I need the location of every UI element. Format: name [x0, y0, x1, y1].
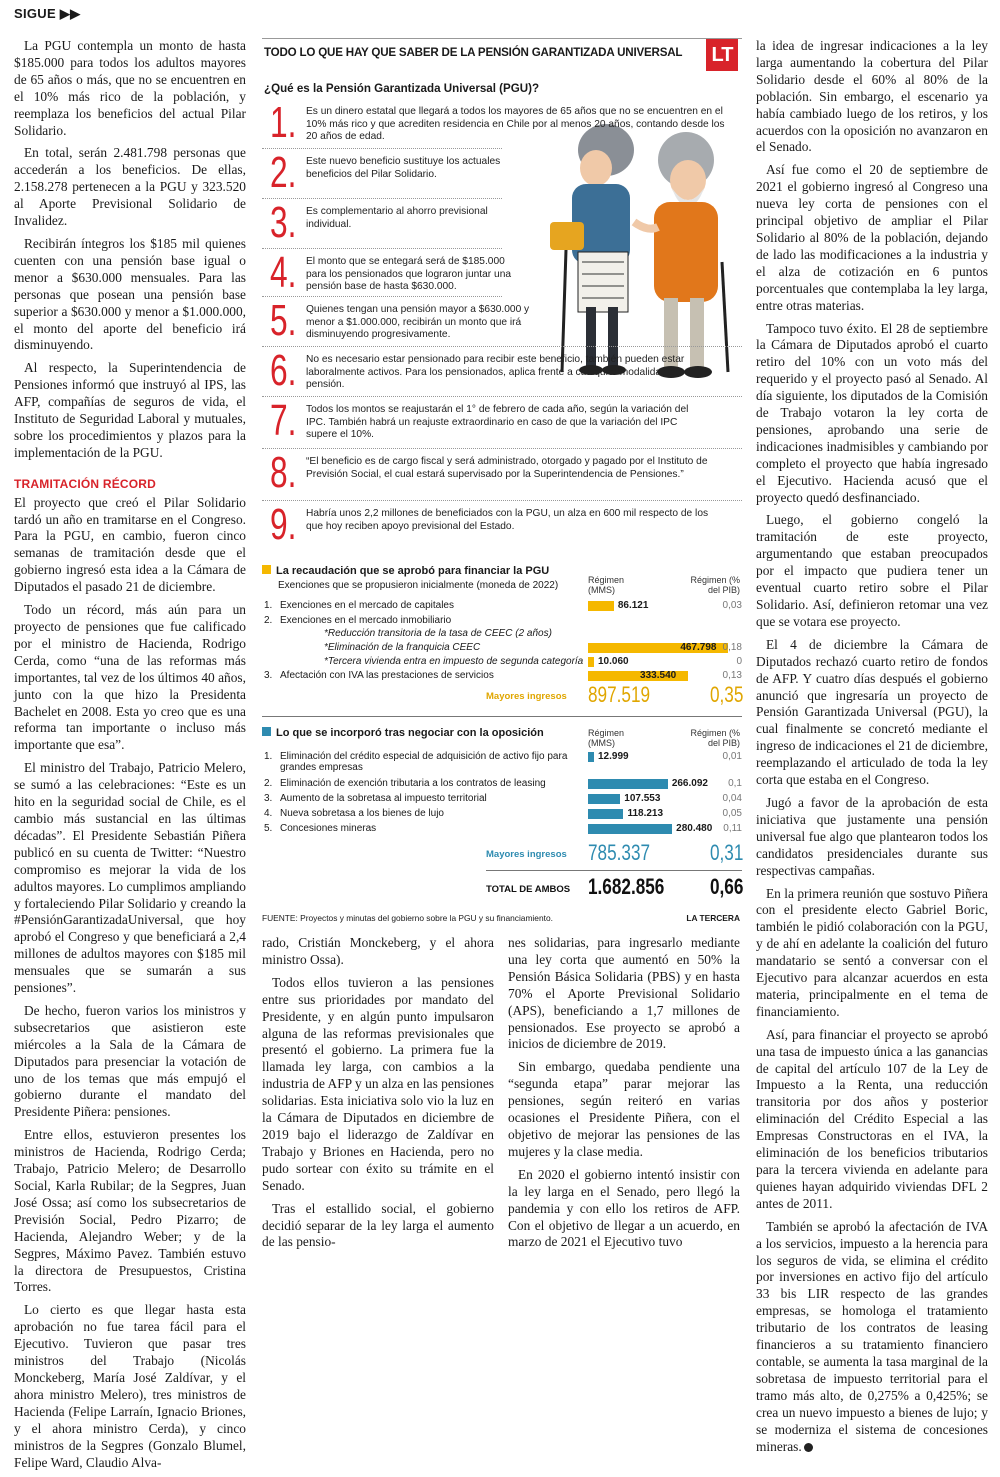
table2-title	[262, 727, 544, 739]
bar-value-label: 107.553	[624, 793, 661, 804]
row-number: 2.	[264, 778, 273, 789]
table-row	[262, 751, 742, 773]
paragraph: Luego, el gobierno congeló la tramitación de este proyecto, argumentando que estaban preocupados por el impacto que pudiera tener un eventual cuarto retiro sobre el Pilar Solidario. Así, definieron retomar una vez que se votara ese proyecto.	[756, 512, 988, 629]
dotted-separator	[262, 346, 742, 347]
source-note: FUENTE: Proyectos y minutas del gobierno sobre la PGU y su financiamiento.	[262, 913, 553, 923]
dotted-separator	[262, 500, 742, 501]
fact-number: 1.	[270, 98, 297, 147]
row-number: 2.	[264, 615, 273, 626]
row-label: Nueva sobretasa a los bienes de lujo	[280, 808, 444, 819]
row-number: 3.	[264, 793, 273, 804]
paragraph: En 2020 el gobierno intentó insistir con la ley larga en el Senado, pero llegó la pandemia y con ello los retiros de AFP. Con el objetivo de llegar a un acuerdo, en marzo de 2021 el Ejecutivo tuvo	[508, 1166, 740, 1250]
row-label: *Tercera vivienda entra en impuesto de segunda categoría	[324, 656, 584, 667]
table1-col-pib: Régimen (% del PIB)	[690, 575, 740, 595]
fact-text: Este nuevo beneficio sustituye los actuales beneficios del Pilar Solidario.	[306, 156, 501, 180]
fact-number: 9.	[270, 500, 297, 549]
grand-total-value: 1.682.856	[588, 874, 665, 899]
row-pib-value: 0,01	[722, 751, 742, 762]
row-pib-value: 0,05	[722, 808, 742, 819]
table1-col-mms: Régimen (MMS)	[588, 575, 625, 595]
table-row	[262, 615, 742, 628]
article-column-1	[14, 38, 246, 1477]
paragraph: Tampoco tuvo éxito. El 28 de septiembre la Cámara de Diputados aprobó el cuarto retiro del 10% con un voto más del requerido y el proyecto pasó al Senado. Al día siguiente, los diputados de la Comisión de Trabajo votaron la ley corta de pensiones, aprobando una serie de indicaciones inadmisibles y cambiando por completo el proyecto que había ingresado el Ejecutivo. Hacienda acusó que el proyecto quedó desfinanciado.	[756, 320, 988, 505]
grand-total-label: TOTAL DE AMBOS	[486, 884, 571, 895]
paragraph: Lo cierto es que llegar hasta esta aprobación no fue tarea fácil para el Ejecutivo. Tuvieron que pasar tres ministros del Trabajo (Nicolás Monckeberg, María José Zaldívar, y el ahora ministro Melero), tres ministros de Hacienda (Felipe Larraín, Ignacio Briones, y el ahora ministro Cerda), y cinco ministros de la Segpres (Gonzalo Blumel, Felipe Ward, Claudio Alva-	[14, 1302, 246, 1470]
value-bar	[588, 779, 668, 789]
bar-value-label: 86.121	[617, 600, 649, 611]
row-label: *Reducción transitoria de la tasa de CEEC (2 años)	[324, 628, 552, 639]
paragraph: nes solidarias, para ingresarlo mediante una ley corta que aumentó en 50% la Pensión Básica Solidaria (PBS) y en hasta 70% el Aporte Previsional Solidario (APS), beneficiando a 1,7 millones de pensionados. Ese proyecto se aprobó a inicios de diciembre de 2019.	[508, 935, 740, 1052]
paragraph: Tras el estallido social, el gobierno decidió separar de la ley larga el aumento de las pensio-	[262, 1200, 494, 1250]
row-number: 4.	[264, 808, 273, 819]
bar-value-label: 333.540	[640, 670, 677, 681]
table2-col-pib: Régimen (% del PIB)	[690, 728, 740, 748]
table2-color-swatch	[262, 727, 271, 736]
paragraph: En total, serán 2.481.798 personas que accederán a los beneficios. De ellas, 2.158.278 pertenecen a la PGU y 323.520 al Aporte Previsional Solidario de Invalidez.	[14, 145, 246, 229]
table-row	[262, 600, 742, 613]
row-pib-value: 0,11	[723, 823, 742, 834]
bar-value-label: 12.999	[598, 751, 629, 762]
paragraph: El proyecto que creó el Pilar Solidario tardó un año en tramitarse en el Congreso. Para la PGU, en cambio, fueron cinco semanas de tramitación desde que el gobierno ingresó esta idea a la Cámara de Diputados el pasado 21 de diciembre.	[14, 494, 246, 595]
paragraph	[756, 1219, 988, 1456]
table1-subtitle: Exenciones que se propusieron inicialmente (moneda de 2022)	[278, 580, 559, 591]
table-row	[262, 778, 742, 791]
row-pib-value: 0,03	[722, 600, 742, 611]
fact-number: 7.	[270, 396, 297, 445]
row-pib-value: 0,04	[722, 793, 742, 804]
row-label: Concesiones mineras	[280, 823, 377, 834]
table2-title-text: Lo que se incorporó tras negociar con la oposición	[276, 727, 544, 739]
paragraph: Así fue como el 20 de septiembre de 2021 el gobierno ingresó al Congreso una nueva ley corta de pensiones con el principal objetivo de ampliar el Pilar Solidario al 80% de la población, dejando de lado las modificaciones a la industria y el alza de cotización en 6 puntos porcentuales que contemplaba la ley larga, entre otras materias.	[756, 162, 988, 313]
outlet-credit: LA TERCERA	[686, 913, 740, 923]
paragraph: Todos ellos tuvieron a las pensiones entre sus prioridades por mandato del Presidente, y en algún punto impulsaron alguna de las reformas previsionales que presentó el gobierno. La primera fue la llamada ley larga, con cambios a la industria de AFP y un alza en las pensiones solidarias. Esta iniciativa solo vio la luz en la Cámara de Diputados en diciembre de 2019 bajo el liderazgo de Zaldívar en Trabajo y Briones en Hacienda, pero no pudo sortear con éxito su trámite en el Senado.	[262, 974, 494, 1193]
row-pib-value: 0	[736, 656, 742, 667]
row-label: Afectación con IVA las prestaciones de servicios	[280, 670, 494, 681]
infographic-header	[262, 38, 742, 69]
paragraph: Todo un récord, más aún para un proyecto de pensiones que fue calificado por el ministro de Hacienda, Rodrigo Cerda, como “una de las reformas más importantes, tal vez de los últimos 40 años, junto con la que hizo la Presidenta Bachelet en 2008. Esta yo creo que es una reforma tan importante o incluso más importante que esa”.	[14, 602, 246, 753]
bar-value-label: 467.798	[680, 642, 717, 653]
table-row	[262, 670, 742, 683]
fact-text: Es un dinero estatal que llegará a todos los mayores de 65 años que no se encuentren en el 10% más rico y que acrediten residencia en Chile por al menos 20 años, contando desde los 20 años de edad.	[306, 106, 725, 143]
article-column-2	[262, 935, 494, 1257]
dotted-separator	[262, 148, 502, 149]
fact-text: Todos los montos se reajustarán el 1° de febrero de cada año, según la variación del IPC. También habrá un reajuste extraordinario en caso de que la variación del IPC supere el 10%.	[306, 404, 689, 441]
paragraph: rado, Cristián Monckeberg, y el ahora ministro Ossa).	[262, 935, 494, 967]
row-number: 1.	[264, 751, 273, 762]
paragraph: la idea de ingresar indicaciones a la ley larga aumentando la cobertura del Pilar Solidario desde el 60% al 80% de la población. Sin embargo, el escenario ya había cambiado luego de los retiros, y los acuerdos con la oposición no avanzaron en el Senado.	[756, 38, 988, 155]
infographic-title: TODO LO QUE HAY QUE SABER DE LA PENSIÓN GARANTIZADA UNIVERSAL	[264, 46, 683, 59]
paragraph: Recibirán íntegros los $185 mil quienes cuenten con una pensión base igual o menor a $630.000 mensuales. Para las personas que posean una pensión base superior a $630.000 y menor a $1.000.000, el monto del aporte del beneficio irá disminuyendo.	[14, 235, 246, 353]
la-tercera-logo: LT	[706, 39, 738, 71]
paragraph: El ministro del Trabajo, Patricio Melero, se sumó a las celebraciones: “Este es un hito en la seguridad social de Chile, es el cambio más sustancial en las últimas décadas”. El Presidente Sebastián Piñera publicó en su cuenta de Twitter: “Nuestro compromiso es mejorar la vida de los adultos mayores. Lo cumplimos ampliando y fortaleciendo Pilar Solidario y creando la #PensiónGarantizadaUniversal, que hoy aprobó el Congreso y que beneficiará a 2,4 millones de adultos mayores con $185 mil mensuales que se sumarán a sus pensiones”.	[14, 760, 246, 996]
fact-number: 8.	[270, 448, 297, 497]
row-pib-value: 0,13	[722, 670, 742, 681]
dotted-separator	[262, 396, 742, 397]
value-bar	[588, 794, 620, 804]
fact-text: Es complementario al ahorro previsional individual.	[306, 206, 488, 230]
value-bar	[588, 601, 614, 611]
row-label: Aumento de la sobretasa al impuesto territorial	[280, 793, 487, 804]
paragraph: Sin embargo, quedaba pendiente una “segunda etapa” parar mejorar las pensiones, según reiteró en varias ocasiones el Presidente Piñera, con el objetivo de mejorar las pensiones de las mujeres y la clase media.	[508, 1059, 740, 1159]
fact-text: No es necesario estar pensionado para recibir este beneficio, también pueden estar laboralmente activos. Para los pensionados, aplica frente a cualquier modalidad de pensión.	[306, 354, 685, 391]
table2-total-pib: 0,31	[710, 840, 744, 865]
grand-total-pib: 0,66	[710, 874, 744, 899]
table-row	[262, 793, 742, 806]
row-label: Eliminación de exención tributaria a los contratos de leasing	[280, 778, 546, 789]
value-bar	[588, 752, 594, 762]
paragraph: De hecho, fueron varios los ministros y subsecretarios que asistieron este miércoles a la Sala de la Cámara de Diputados para presenciar la votación de uno de los temas que más empujó el gobierno durante el mandato del Presidente Piñera: pensiones.	[14, 1002, 246, 1120]
row-pib-value: 0,18	[722, 642, 742, 653]
row-label: *Eliminación de la franquicia CEEC	[324, 642, 481, 653]
table1-total-value: 897.519	[588, 682, 651, 707]
table-row	[262, 823, 742, 836]
continues-marker: SIGUE ▶▶	[14, 6, 81, 21]
table2-total-label: Mayores ingresos	[486, 849, 567, 860]
paragraph-text: También se aprobó la afectación de IVA a los servicios, impuesto a la herencia para los seguros de vida, se elimina el crédito por inversiones en activo fijo del artículo 33 bis LIR respecto de las grandes empresas, se homologa el tratamiento tributario de los contratos de leasing financieros a su tratamiento financiero contable, se aumenta la tasa marginal de la sobretasa de impuesto territorial para el tramo más alto, de 0,275% a 0,425%; se crea un nuevo impuesto a bienes de lujo; y se moderniza el sistema de concesiones mineras.	[756, 1218, 988, 1454]
divider	[262, 716, 742, 717]
dotted-separator	[262, 448, 742, 449]
article-column-3	[508, 935, 740, 1257]
fact-number: 3.	[270, 198, 297, 247]
fact-number: 5.	[270, 296, 297, 345]
fact-number: 4.	[270, 248, 297, 297]
infographic-question: ¿Qué es la Pensión Garantizada Universal (PGU)?	[264, 82, 540, 95]
paragraph: Al respecto, la Superintendencia de Pensiones informó que instruyó al IPS, las AFP, compañías de seguros de vida, el Instituto de Seguridad Laboral y mutuales, sobre los procedimientos y plazos para la implementación de la PGU.	[14, 360, 246, 460]
fact-text: “El beneficio es de cargo fiscal y será administrado, otorgado y pagado por el Instituto de Previsión Social, el cual estará supervisado por la Superintendencia de Pensiones.”	[306, 456, 708, 480]
paragraph: En la primera reunión que sostuvo Piñera con el presidente electo Gabriel Boric, también le pidió colaboración con la PGU, y de ahí en adelante la coalición del futuro mandatario se sentó a conversar con el Ejecutivo para alcanzar acuerdos en esta materia, principalmente en el tema de financiamiento.	[756, 885, 988, 1019]
row-label: Exenciones en el mercado inmobiliario	[280, 615, 452, 626]
row-number: 1.	[264, 600, 273, 611]
value-bar	[588, 657, 594, 667]
dotted-separator	[262, 198, 502, 199]
table1-title	[262, 565, 549, 577]
row-number: 5.	[264, 823, 273, 834]
bar-value-label: 10.060	[598, 656, 629, 667]
section-subhead: TRAMITACIÓN RÉCORD	[14, 476, 157, 491]
table-row	[262, 656, 742, 669]
article-column-4	[756, 38, 988, 1461]
table1-total-label: Mayores ingresos	[486, 691, 567, 702]
table-row	[262, 808, 742, 821]
row-pib-value: 0,1	[728, 778, 742, 789]
table-row	[262, 642, 742, 655]
row-number: 3.	[264, 670, 273, 681]
pgu-infographic	[262, 38, 742, 923]
table2-col-mms: Régimen (MMS)	[588, 728, 625, 748]
bar-value-label: 266.092	[671, 778, 708, 789]
fact-number: 6.	[270, 346, 297, 395]
bar-value-label: 280.480	[676, 823, 713, 834]
paragraph: El 4 de diciembre la Cámara de Diputados rechazó cuarto retiro de fondos de AFP. Y cuatro días después el gobierno anunció que ingresaría un proyecto de Pensión Garantizada Universal (PGU), la cual finalmente se concretó mediante el ingreso de indicaciones el 21 de diciembre, reemplazando el articulado de toda la ley corta que estaba en el Congreso.	[756, 636, 988, 788]
end-of-article-icon	[804, 1443, 813, 1452]
fact-text: Habría unos 2,2 millones de beneficiados con la PGU, un alza en 600 mil respecto de los que hoy reciben apoyo previsional del Estado.	[306, 508, 709, 532]
row-label: Eliminación del crédito especial de adquisición de activo fijo para grandes empresas	[280, 751, 568, 773]
table2-total-value: 785.337	[588, 840, 651, 865]
paragraph: Jugó a favor de la aprobación de esta iniciativa que justamente una pensión universal fue algo que plantearon todos los candidatos presidenciales durante sus respectivas campañas.	[756, 794, 988, 878]
table1-color-swatch	[262, 565, 271, 574]
table1-title-text: La recaudación que se aprobó para financiar la PGU	[276, 565, 550, 577]
paragraph: La PGU contempla un monto de hasta $185.000 para todos los adultos mayores de 65 años o más, que no se encuentren en el 10% más rico de la población, y reemplaza los beneficios del actual Pilar Solidario.	[14, 38, 246, 138]
fact-number: 2.	[270, 148, 297, 197]
value-bar	[588, 809, 623, 819]
fact-text: El monto que se entegará será de $185.000 para los pensionados que lograron juntar una pensión base de hasta $630.000.	[306, 256, 512, 293]
row-label: Exenciones en el mercado de capitales	[280, 600, 454, 611]
fact-text: Quienes tengan una pensión mayor a $630.000 y menor a $1.000.000, recibirán un monto que irá disminuyendo progresivamente.	[306, 304, 530, 341]
dotted-separator	[262, 296, 502, 297]
dotted-separator	[262, 248, 502, 249]
paragraph: Así, para financiar el proyecto se aprobó una tasa de impuesto única a las ganancias de capital del artículo 107 de la Ley de Impuesto a la Renta, una reducción transitoria por dos años y posterior eliminación del Crédito Especial a las Empresas Constructoras en el IVA, la eliminación de los beneficios tributarios para la tercera vivienda en adelante para quienes hayan adquirido viviendas DFL 2 antes de 2011.	[756, 1026, 988, 1211]
paragraph: Entre ellos, estuvieron presentes los ministros de Hacienda, Rodrigo Cerda; Trabajo, Patricio Melero; de Desarrollo Social, Karla Rubilar; de la Segpres, Juan José Ossa; así como los subsecretarios de Previsión Social, Pedro Pizarro; de Hacienda, Alejandro Weber; y de la Segpres, Máximo Pavez. También estuvo la directora de Presupuestos, Cristina Torres.	[14, 1127, 246, 1295]
value-bar	[588, 824, 672, 834]
table-row	[262, 628, 742, 641]
bar-value-label: 118.213	[627, 808, 664, 819]
divider	[486, 870, 742, 871]
table1-total-pib: 0,35	[710, 682, 744, 707]
